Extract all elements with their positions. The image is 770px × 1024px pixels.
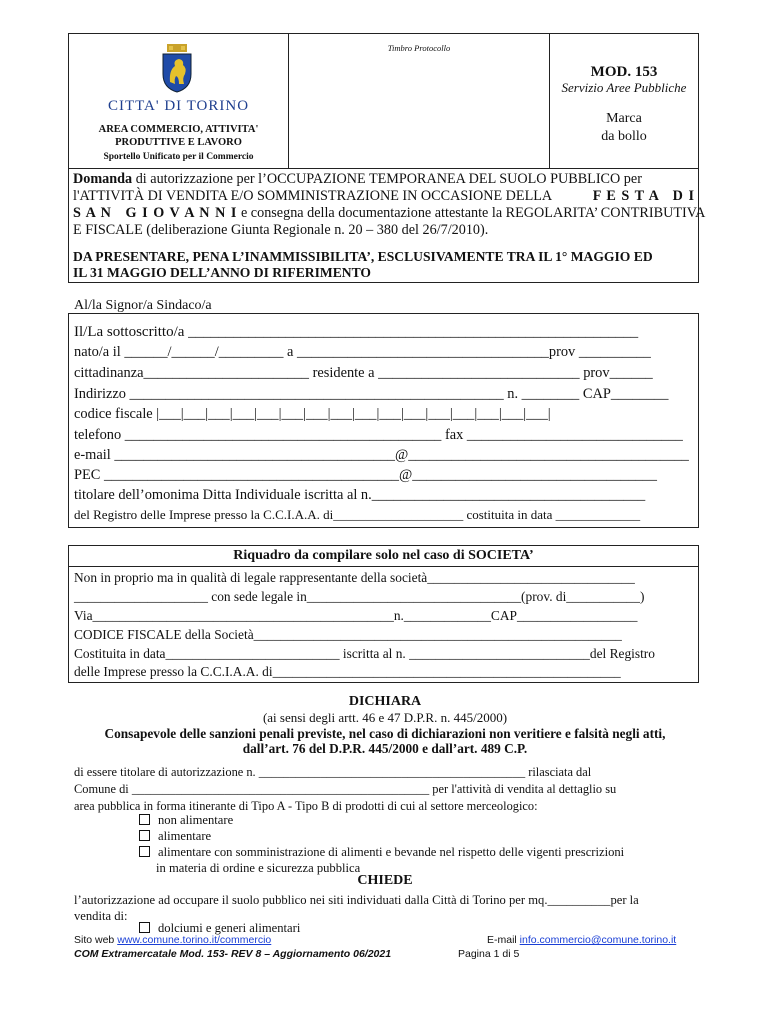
field-registro-societa[interactable]: delle Imprese presso la C.C.I.A.A. di____________________________________________________ [74, 664, 621, 679]
field-cf-societa[interactable]: CODICE FISCALE della Società_______________________________________________________ [74, 627, 622, 642]
checkbox-icon[interactable] [139, 814, 150, 825]
domanda-line-1-text: di autorizzazione per l’OCCUPAZIONE TEMPORANEA DEL SUOLO PUBBLICO per [132, 171, 642, 187]
applicant-box [68, 313, 699, 528]
domanda-line-2-text: l'ATTIVITÀ DI VENDITA E/O SOMMINISTRAZIONE IN OCCASIONE DELLA [73, 188, 553, 204]
option-alimentare-label: alimentare [158, 829, 212, 843]
field-registro[interactable]: del Registro delle Imprese presso la C.C.I.A.A. di____________________ costituita in data _____________ [74, 507, 641, 522]
dichiara-title: DICHIARA [348, 694, 422, 709]
city-crest-icon [157, 44, 197, 94]
checkbox-icon[interactable] [139, 846, 150, 857]
department-line-2: PRODUTTIVE E LAVORO [115, 137, 242, 148]
deadline-line-1: DA PRESENTARE, PENA L’INAMMISSIBILITA’, ESCLUSIVAMENTE TRA IL 1° MAGGIO ED [73, 249, 653, 264]
field-nato[interactable]: nato/a il ______/______/_________ a ___________________________________prov __________ [74, 344, 651, 360]
timbro-label: Timbro Protocollo [387, 43, 451, 53]
field-cittadinanza[interactable]: cittadinanza_______________________ residente a ____________________________ prov______ [74, 365, 653, 381]
domanda-line-3 [73, 205, 706, 223]
field-pec[interactable]: PEC _________________________________________@__________________________________ [74, 467, 657, 483]
chiede-line-2: vendita di: [74, 909, 128, 923]
dichiara-warning-1: Consapevole delle sanzioni penali previste, nel caso di dichiarazioni non veritiere e falsità negli atti, [104, 726, 666, 741]
department-line-1: AREA COMMERCIO, ATTIVITA' [98, 124, 259, 135]
domanda-line-2 [73, 188, 695, 206]
field-via[interactable]: Via_____________________________________________n._____________CAP__________________ [74, 608, 638, 623]
marca-label: Marca [606, 111, 642, 126]
footer-site [74, 934, 271, 946]
footer-email-label: E-mail [487, 934, 520, 946]
field-costituita[interactable]: Costituita in data__________________________ iscritta al n. ___________________________del Registro [74, 646, 655, 661]
option-non-alimentare-label: non alimentare [158, 813, 234, 827]
field-telefono[interactable]: telefono ____________________________________________ fax ______________________________ [74, 427, 683, 443]
option-somministrazione-label: alimentare con somministrazione di alimenti e bevande nel rispetto delle vigenti prescrizioni [158, 845, 625, 859]
company-box-title: Riquadro da compilare solo nel caso di SOCIETA’ [69, 546, 698, 567]
field-codice-fiscale[interactable]: codice fiscale |___|___|___|___|___|___|___|___|___|___|___|___|___|___|___|___| [74, 406, 551, 422]
dichiara-tipo: area pubblica in forma itinerante di Tipo A - Tipo B di prodotti di cui al settore merceologico: [74, 799, 538, 813]
bollo-label: da bollo [601, 129, 647, 144]
footer-email [487, 934, 676, 946]
checkbox-icon[interactable] [139, 830, 150, 841]
deadline-line-2: IL 31 MAGGIO DELL’ANNO DI RIFERIMENTO [73, 265, 371, 280]
festa-text: F E S T A D I [592, 188, 695, 204]
domanda-line-4: E FISCALE (deliberazione Giunta Regionale n. 20 – 380 del 26/7/2010). [73, 222, 489, 238]
dichiara-autorizzazione[interactable]: di essere titolare di autorizzazione n. ___________________________________________ rilasciata dal [74, 765, 592, 779]
page-number: Pagina 1 di 5 [458, 948, 520, 960]
department-line-3: Sportello Unificato per il Commercio [103, 152, 254, 162]
field-indirizzo[interactable]: Indirizzo ____________________________________________________ n. ________ CAP________ [74, 386, 669, 402]
domanda-bold: Domanda [73, 171, 133, 187]
footer-ref: COM Extramercatale Mod. 153- REV 8 – Aggiornamento 06/2021 [74, 948, 392, 960]
header-right [550, 34, 698, 168]
dichiara-comune[interactable]: Comune di ________________________________________________ per l'attività di vendita al dettaglio su [74, 782, 617, 796]
email-link[interactable]: info.commercio@comune.torino.it [519, 934, 677, 946]
city-name: CITTA' DI TORINO [107, 98, 250, 114]
option-somministrazione-cont: in materia di ordine e sicurezza pubblica [156, 861, 361, 875]
domanda-line-3-text: e consegna della documentazione attestante la REGOLARITA’ CONTRIBUTIVA [237, 205, 706, 221]
header-box [68, 33, 699, 169]
field-email[interactable]: e-mail _______________________________________@_______________________________________ [74, 447, 689, 463]
destinatario: Al/la Signor/a Sindaco/a [74, 298, 212, 313]
company-box [68, 545, 699, 683]
chiede-title: CHIEDE [357, 873, 413, 888]
protocol-stamp-area [289, 34, 550, 168]
dichiara-subtitle: (ai sensi degli artt. 46 e 47 D.P.R. n. 445/2000) [262, 710, 508, 725]
chiede-line-1[interactable]: l’autorizzazione ad occupare il suolo pubblico nei siti individuati dalla Città di Torino per mq.__________per la [74, 893, 639, 907]
field-sottoscritto[interactable]: Il/La sottoscritto/a ____________________________________________________________ [74, 324, 639, 340]
dichiara-warning-2: dall’art. 76 del D.P.R. 445/2000 e dall’art. 489 C.P. [242, 741, 528, 756]
footer-site-label: Sito web [74, 934, 118, 946]
field-societa[interactable]: Non in proprio ma in qualità di legale rappresentante della società_______________________________ [74, 570, 635, 585]
field-ditta[interactable]: titolare dell’omonima Ditta Individuale iscritta al n.______________________________________ [74, 487, 646, 503]
option-dolciumi-label: dolciumi e generi alimentari [158, 921, 301, 935]
san-giovanni-text: S A N G I O V A N N I [73, 205, 238, 221]
site-link[interactable]: www.comune.torino.it/commercio [117, 934, 272, 946]
servizio-label: Servizio Aree Pubbliche [561, 80, 687, 95]
field-sede-legale[interactable]: ____________________ con sede legale in________________________________(prov. di___________) [74, 589, 645, 604]
domanda-box [68, 167, 706, 283]
domanda-line-1 [73, 171, 695, 189]
checkbox-icon[interactable] [139, 922, 150, 933]
header-left [69, 34, 289, 168]
mod-number: MOD. 153 [590, 64, 658, 80]
